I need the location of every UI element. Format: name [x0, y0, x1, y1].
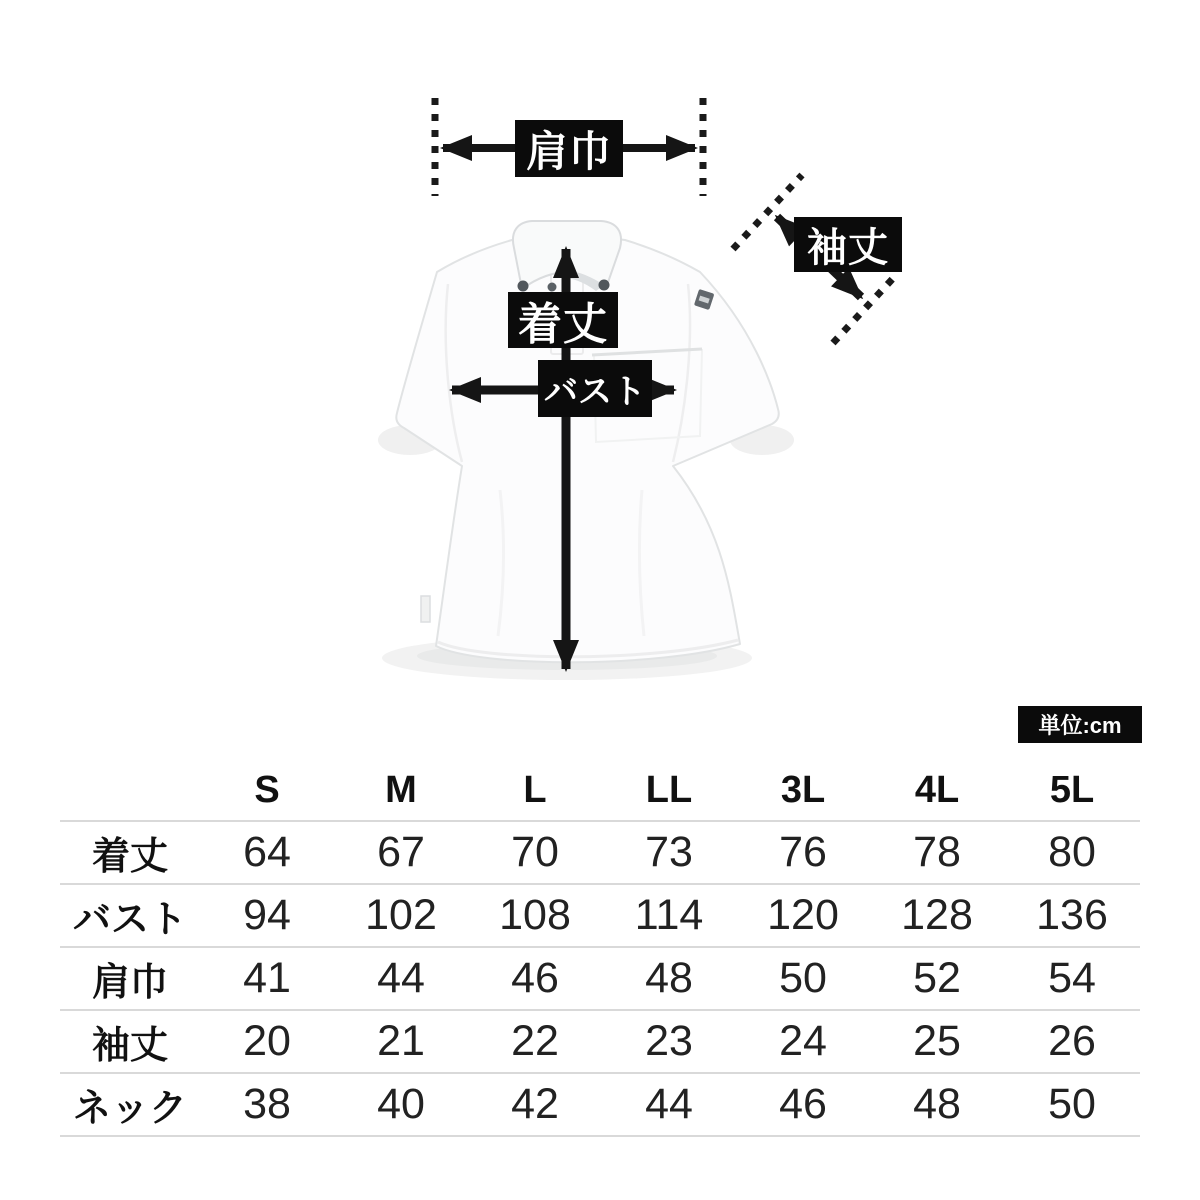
shoulder-width-label: 肩巾: [515, 120, 623, 177]
size-value-cell: 44: [334, 947, 468, 1010]
size-column-header: 3L: [736, 760, 870, 821]
size-value-cell: 52: [870, 947, 1004, 1010]
table-row: [60, 947, 1140, 1010]
size-column-header: M: [334, 760, 468, 821]
row-label: 袖丈: [60, 1010, 200, 1073]
size-value-cell: 108: [468, 884, 602, 947]
size-value-cell: 120: [736, 884, 870, 947]
sleeve-guide-upper: [733, 175, 802, 249]
row-label: 肩巾: [60, 947, 200, 1010]
size-value-cell: 22: [468, 1010, 602, 1073]
size-value-cell: 44: [602, 1073, 736, 1136]
size-value-cell: 70: [468, 821, 602, 884]
size-value-cell: 46: [468, 947, 602, 1010]
size-value-cell: 76: [736, 821, 870, 884]
bust-label: バスト: [538, 360, 652, 417]
size-value-cell: 26: [1004, 1010, 1140, 1073]
row-label: バスト: [60, 884, 200, 947]
size-value-cell: 41: [200, 947, 334, 1010]
size-value-cell: 80: [1004, 821, 1140, 884]
size-value-cell: 67: [334, 821, 468, 884]
unit-badge: 単位:cm: [1018, 706, 1142, 743]
size-value-cell: 64: [200, 821, 334, 884]
size-value-cell: 24: [736, 1010, 870, 1073]
size-value-cell: 54: [1004, 947, 1140, 1010]
table-row: [60, 1073, 1140, 1136]
size-value-cell: 48: [602, 947, 736, 1010]
side-hem-tag: [421, 596, 430, 622]
size-value-cell: 20: [200, 1010, 334, 1073]
size-value-cell: 73: [602, 821, 736, 884]
size-column-header: 4L: [870, 760, 1004, 821]
table-corner-cell: [60, 760, 200, 821]
size-table: [60, 760, 1140, 1137]
size-value-cell: 42: [468, 1073, 602, 1136]
size-header-row: [60, 760, 1140, 821]
table-row: [60, 1010, 1140, 1073]
size-value-cell: 114: [602, 884, 736, 947]
size-value-cell: 94: [200, 884, 334, 947]
size-column-header: S: [200, 760, 334, 821]
table-row: [60, 821, 1140, 884]
body-length-label: 着丈: [508, 292, 618, 348]
size-value-cell: 25: [870, 1010, 1004, 1073]
size-value-cell: 78: [870, 821, 1004, 884]
size-value-cell: 21: [334, 1010, 468, 1073]
size-value-cell: 102: [334, 884, 468, 947]
sleeve-length-label: 袖丈: [794, 217, 902, 272]
size-column-header: 5L: [1004, 760, 1140, 821]
size-value-cell: 128: [870, 884, 1004, 947]
size-value-cell: 23: [602, 1010, 736, 1073]
size-value-cell: 38: [200, 1073, 334, 1136]
size-value-cell: 136: [1004, 884, 1140, 947]
size-value-cell: 50: [736, 947, 870, 1010]
size-value-cell: 50: [1004, 1073, 1140, 1136]
size-value-cell: 40: [334, 1073, 468, 1136]
size-column-header: L: [468, 760, 602, 821]
table-row: [60, 884, 1140, 947]
row-label: 着丈: [60, 821, 200, 884]
row-label: ネック: [60, 1073, 200, 1136]
size-column-header: LL: [602, 760, 736, 821]
size-value-cell: 48: [870, 1073, 1004, 1136]
size-value-cell: 46: [736, 1073, 870, 1136]
